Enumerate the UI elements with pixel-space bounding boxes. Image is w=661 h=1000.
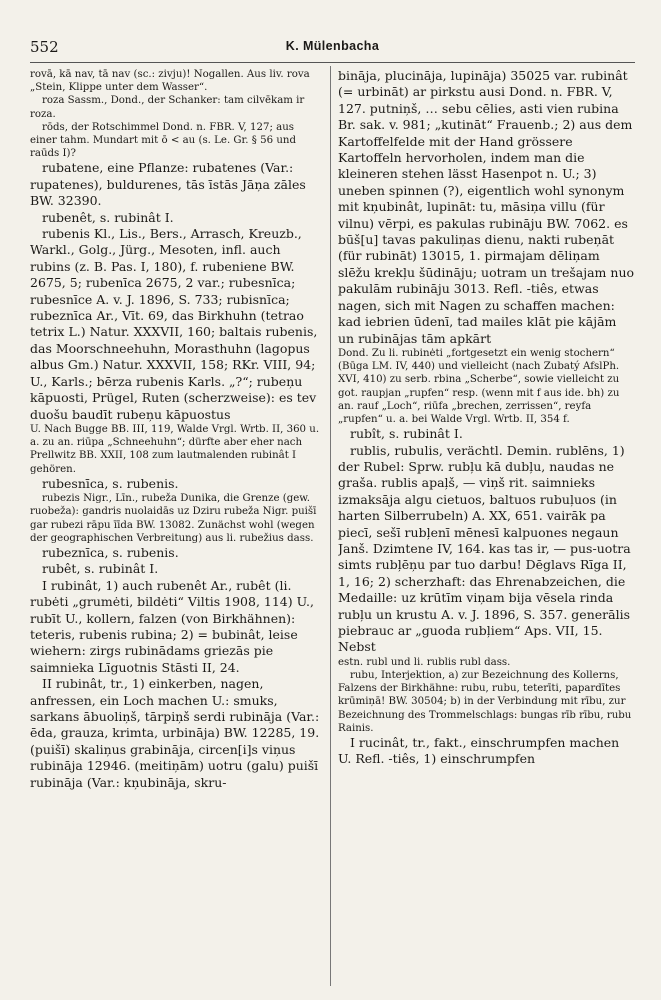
page-header [30, 38, 635, 60]
dictionary-entry: rubezis Nigr., Līn., rubeža Dunika, die Grenze (gew. ruobeža): gandris nuolaidās uz Dziru rubeža Nigr. puišī gar rubezi rāpu īīda BW. 13082. Zunächst wohl (wegen der geographischen Verbreitung) aus li. rubežius dass. [30, 493, 317, 544]
dictionary-entry: II rubinât, tr., 1) einkerben, nagen, anfressen, ein Loch machen U.: smuks, sarkans ābuoliņš, tārpiņš serdi rubināja (Var.: ēda, grauza, krimta, urbināja) BW. 12285, 19. (puišī) skaliņus grabināja, circen[i]s viņus rubināja 12946. (meitiņām) uotru (galu) puišī rubināja (Var.: kņubināja, skru- [30, 676, 320, 790]
dictionary-entry: rubesnīca, s. rubenis. [42, 475, 179, 491]
entry-continuation: bināja, plucināja, lupināja) 35025 var. rubinât (= urbināt) ar pirkstu ausi Dond. n. FBR. V, 127. putniņš, … sebu cēlies, asti vien rubina Br. sak. v. 981; „kutināt“ Frauenb.; 2) aus dem Kartoffelfelde mit der Hand grössere Kartoffeln hervorholen, indem man die kleineren stehen lässt Hasenpot n. U.; 3) uneben spinnen (?), eigentlich wohl synonym mit kņubinât, lupināt: tu, māsiņa villu (für vilnu) vērpi, es pakulas rubināju BW. 7062. es būš[u] tavas pakuliņas dienu, nakti rubeņāt (für rubināt) 13015, 1. pirmajam dēliņam slēžu krekļu šūdināju; uotram un trešajam nuo pakulām rubināju 3013. Refl. -tiês, etwas nagen, sich mit Nagen zu schaffen machen: kad iebrien ūdenī, tad mailes klāt pie kājām un rubinājas tām apkārt [338, 68, 635, 346]
header-rule [30, 62, 635, 63]
dictionary-entry: rōds, der Rotschimmel Dond. n. FBR. V, 127; aus einer tahm. Mundart mit ō < au (s. Le. Gr. § 56 und raūds I)? [30, 121, 296, 160]
column-divider [330, 66, 331, 986]
entry-continuation: estn. rubl und li. rublis rubl dass. [338, 656, 511, 668]
dictionary-entry: roza Sassm., Dond., der Schanker: tam cilvēkam ir roza. [30, 95, 305, 120]
dictionary-entry: rubêt, s. rubinât I. [42, 561, 159, 577]
running-title: K. Mülenbacha [285, 39, 380, 53]
entry-continuation: Dond. Zu li. rubinėti „fortgesetzt ein wenig stochern“ (Būga LM. IV, 440) und vielleicht (nach Zubatý AfslPh. XVI, 410) zu serb. rbina „Scherbe“, sowie vielleicht zu got. raupjan „rupfen“ resp. (wenn mit f aus ide. bh) zu an. rauf „Loch“, riūfa „brechen, zerrissen“, reyfa „rupfen“ u. a. bei Walde Vrgl. Wrtb. II, 354 f. [338, 347, 620, 425]
dictionary-entry: rublis, rubulis, verächtl. Demin. rublēns, 1) der Rubel: Sprw. rubļu kā dubļu, naudas ne graša. rublis apaļš, — viņš rit. saimnieks izmaksāja algu cietuos, baltuos rubuļuos (in harten Silberrubeln) A. XX, 651. vairāk pa piecī, sešī rubļenī mēnesī kalpuones negaun Janš. Dzimtene IV, 164. kas tas ir, — pus-uotra simts rubļēņu par tuo darbu! Dēglavs Rīga II, 1, 16; 2) scherzhaft: das Ehrenabzeichen, die Medaille: uz krūtīm viņam bija vēsela rinda rubļu un krustu A. v. J. 1896, S. 357. generālis piebrauc ar „guoda rubļiem“ Aps. VII, 15. Nebst [338, 442, 631, 655]
dictionary-entry: I rubinât, 1) auch rubenêt Ar., rubêt (li. rubėti „grumėti, bildėti“ Viltis 1908, 114) U., rubīt U., kollern, falzen (von Birkhähnen): teteris, rubenis rubina; 2) = bubinât, leise wiehern: zirgs rubinādams griezās pie saimnieka Līguotnis Stāsti II, 24. [30, 577, 314, 675]
entry-continuation: U. Nach Bugge BB. III, 119, Walde Vrgl. Wrtb. II, 360 u. a. zu an. riūpa „Schneehuhn“; dürfte aber eher nach Prellwitz BB. XXII, 108 zum lautmalenden rubinât I gehören. [30, 423, 320, 475]
dictionary-entry: rubeznīca, s. rubenis. [42, 544, 179, 560]
left-column [30, 68, 323, 791]
right-column [338, 68, 635, 768]
dictionary-entry: I rucinât, tr., fakt., einschrumpfen machen U. Refl. -tiês, 1) einschrumpfen [338, 735, 620, 767]
dictionary-entry: rubatene, eine Pflanze: rubatenes (Var.: rupatenes), buldurenes, tās īstās Jāņa zāles BW. 32390. [30, 160, 306, 209]
dictionary-entry: rubît, s. rubinât I. [350, 426, 463, 442]
dictionary-entry: rubenêt, s. rubinât I. [42, 209, 174, 225]
entry-continuation: rovā, kā nav, tā nav (sc.: zivju)! Nogallen. Aus liv. rova „Stein, Klippe unter dem Wasser“. [30, 69, 310, 94]
dictionary-entry: rubenis Kl., Lis., Bers., Arrasch, Kreuzb., Warkl., Golg., Jürg., Mesoten, infl. auch rubins (z. B. Pas. I, 180), f. rubeniene BW. 2675, 5; rubenīca 2675, 2 var.; rubesnīca; rubesnīce A. v. J. 1896, S. 733; rubisnīca; rubeznīca Ar., Vīt. 69, das Birkhuhn (tetrao tetrix L.) Natur. XXXVII, 160; baltais rubenis, das Moorschneehuhn, Morasthuhn (lagopus albus Gm.) Natur. XXXVII, 158; RKr. VIII, 94; U., Karls.; bērza rubenis Karls. „?“; rubeņu kāpuosti, Prügel, Ruten (scherzweise): es tev duošu baudīt rubeņu kāpuostus [30, 226, 318, 422]
page-number: 552 [30, 38, 59, 56]
dictionary-entry: rubu, Interjektion, a) zur Bezeichnung des Kollerns, Falzens der Birkhähne: rubu, rubu, teterīti, papardītes krūmiņā! BW. 30504; b) in der Verbindung mit rību, zur Bezeichnung des Trommelschlags: bungas rīb rību, rubu Rainis. [338, 670, 632, 734]
